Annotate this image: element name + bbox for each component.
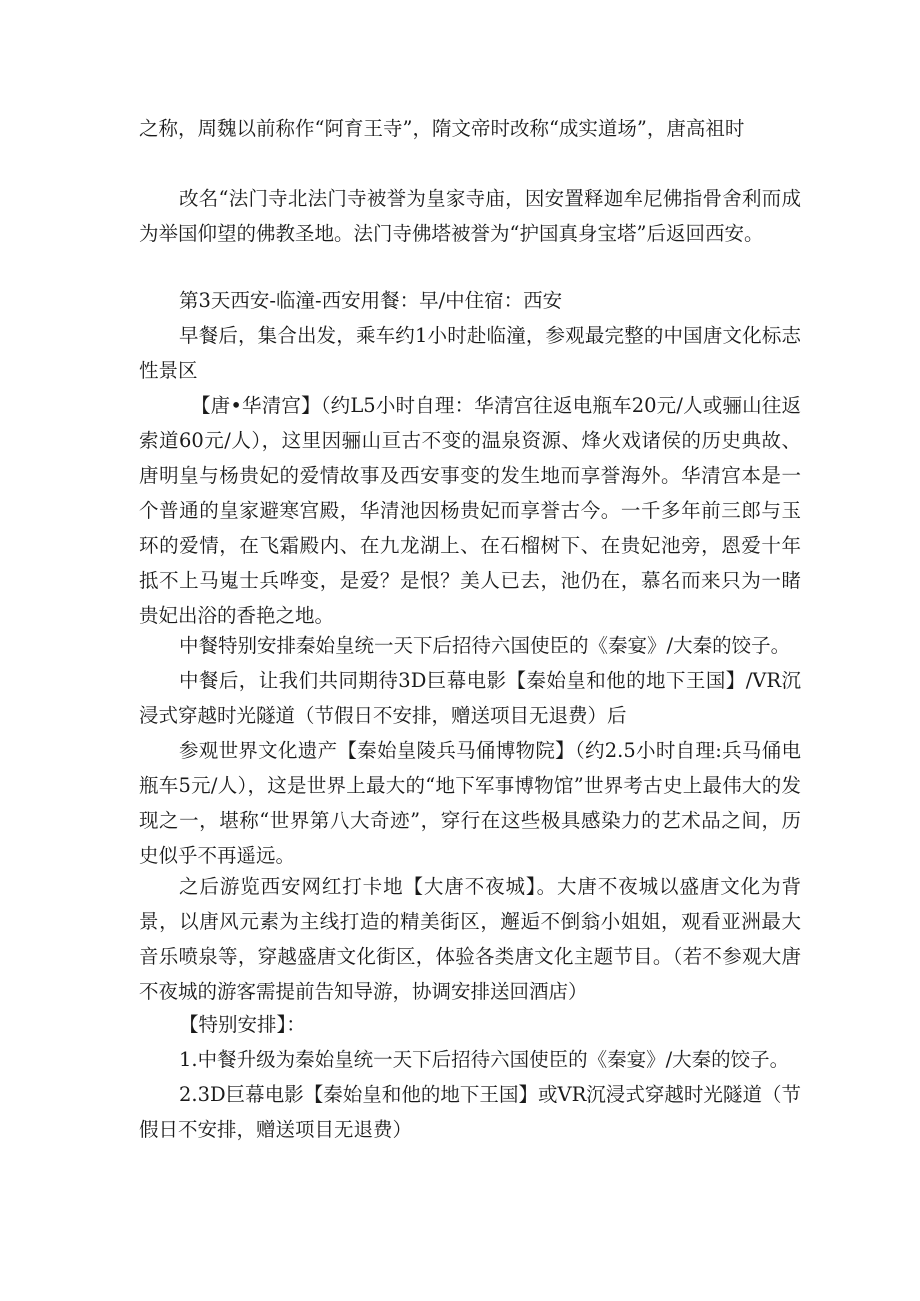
paragraph-terracotta: 参观世界文化遗产【秦始皇陵兵马俑博物院】（约2.5小时自理:兵马俑电瓶车5元/人），这是世界上最大的“地下军事博物馆”世界考古史上最伟大的发现之一，堪称“世界第八大奇迹”，穿行在这些极具感染力的艺术品之间，历史似乎不再遥远。 (139, 739, 801, 867)
special-item-2: 2.3D巨幕电影【秦始皇和他的地下王国】或VR沉浸式穿越时光隧道（节假日不安排，赠送项目无退费） (139, 1083, 801, 1141)
paragraph-datang-everbright: 之后游览西安网红打卡地【大唐不夜城】。大唐不夜城以盛唐文化为背景，以唐风元素为主线打造的精美街区，邂逅不倒翁小姐姐，观看亚洲最大音乐喷泉等，穿越盛唐文化街区，体验各类唐文化主题节目。（若不参观大唐不夜城的游客需提前告知导游，协调安排送回酒店） (139, 875, 801, 1003)
paragraph-lunch: 中餐特别安排秦始皇统一天下后招待六国使臣的《秦宴》/大秦的饺子。 (179, 634, 791, 657)
special-arrangement-heading: 【特别安排】： (179, 1013, 306, 1036)
paragraph-after-lunch: 中餐后，让我们共同期待3D巨幕电影【秦始皇和他的地下王国】/VR沉浸式穿越时光隧道（节假日不安排，赠送项目无退费）后 (139, 669, 801, 727)
paragraph-famen-history: 之称，周魏以前称作“阿育王寺”，隋文帝时改称“成实道场”，唐高祖时 (139, 117, 745, 140)
special-item-1: 1.中餐升级为秦始皇统一天下后招待六国使臣的《秦宴》/大秦的饺子。 (179, 1048, 790, 1071)
paragraph-breakfast: 早餐后，集合出发，乘车约1小时赴临潼，参观最完整的中国唐文化标志性景区 (139, 324, 801, 382)
day3-heading: 第3天西安-临潼-西安用餐：早/中住宿：西安 (179, 289, 563, 312)
paragraph-huaqing-palace: 【唐•华清宫】（约L5小时自理：华清宫往返电瓶车20元/人或骊山往返索道60元/人），这里因骊山亘古不变的温泉资源、烽火戏诸侯的历史典故、唐明皇与杨贵妃的爱情故事及西安事变的发生地而享誉海外。华清宫本是一个普通的皇家避寒宫殿，华清池因杨贵妃而享誉古今。一千多年前三郎与玉环的爱情，在飞霜殿内、在九龙湖上、在石榴树下、在贵妃池旁，恩爱十年抵不上马嵬士兵哗变，是爱？是恨？美人已去，池仍在，慕名而来只为一睹贵妃出浴的香艳之地。 (139, 394, 801, 627)
paragraph-famen-rename: 改名“法门寺北法门寺被誉为皇家寺庙，因安置释迦牟尼佛指骨舍利而成为举国仰望的佛教圣地。法门寺佛塔被誉为“护国真身宝塔”后返回西安。 (139, 187, 801, 245)
